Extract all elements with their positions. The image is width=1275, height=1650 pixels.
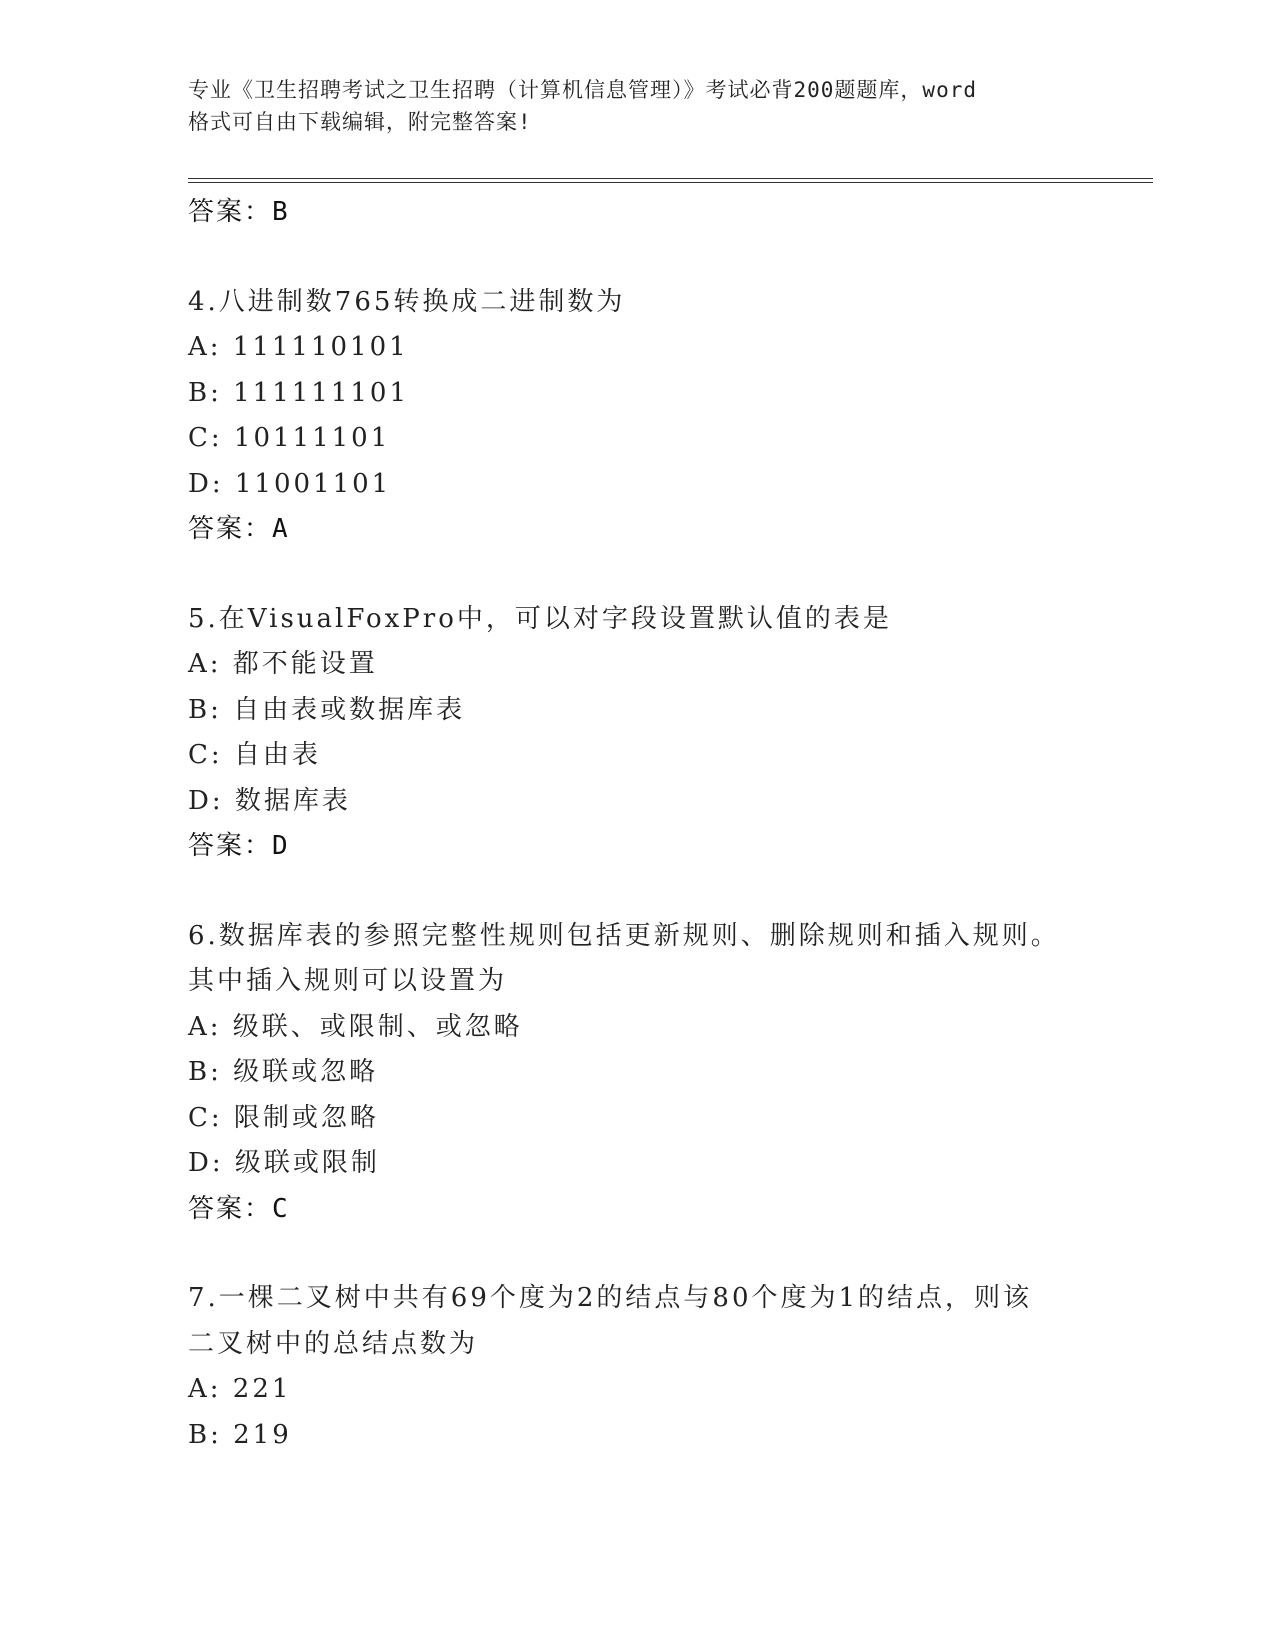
header-divider-bottom bbox=[188, 182, 1153, 183]
question-stem: 6.数据库表的参照完整性规则包括更新规则、删除规则和插入规则。 bbox=[188, 920, 1060, 951]
option-d: D: 数据库表 bbox=[188, 785, 351, 816]
answer-line: 答案：C bbox=[188, 1193, 290, 1224]
answer-line: 答案：A bbox=[188, 514, 290, 544]
spacer bbox=[188, 553, 1088, 597]
option-a: A: 级联、或限制、或忽略 bbox=[188, 1011, 523, 1042]
question-block bbox=[188, 914, 1088, 1233]
question-block bbox=[188, 597, 1088, 870]
option-a: A: 111110101 bbox=[188, 332, 409, 362]
question-stem: 4.八进制数765转换成二进制数为 bbox=[188, 286, 626, 317]
option-a: A: 都不能设置 bbox=[188, 649, 378, 679]
option-c: C: 自由表 bbox=[188, 740, 321, 770]
option-b: B: 111111101 bbox=[188, 377, 410, 408]
header-divider-top bbox=[188, 178, 1153, 179]
question-stem: 5.在VisualFoxPro中，可以对字段设置默认值的表是 bbox=[188, 603, 892, 634]
question-list bbox=[188, 190, 1088, 1458]
question-stem-continued: 其中插入规则可以设置为 bbox=[188, 966, 508, 996]
option-d: D: 11001101 bbox=[188, 468, 392, 499]
option-b: B: 自由表或数据库表 bbox=[188, 694, 466, 725]
option-c: C: 10111101 bbox=[188, 423, 391, 453]
spacer bbox=[188, 236, 1088, 280]
page-header bbox=[188, 74, 1088, 138]
question-block bbox=[188, 280, 1088, 553]
question-stem-continued: 二叉树中的总结点数为 bbox=[188, 1328, 479, 1359]
answer-line: 答案：B bbox=[188, 197, 290, 227]
option-d: D: 级联或限制 bbox=[188, 1148, 380, 1178]
header-line-1: 专业《卫生招聘考试之卫生招聘（计算机信息管理）》考试必背200题题库，word bbox=[188, 78, 977, 102]
option-b: B: 级联或忽略 bbox=[188, 1057, 379, 1087]
option-a: A: 221 bbox=[188, 1374, 292, 1404]
option-b: B: 219 bbox=[188, 1419, 292, 1450]
question-block bbox=[188, 1276, 1088, 1458]
answer-line: 答案：D bbox=[188, 831, 290, 861]
spacer bbox=[188, 870, 1088, 914]
question-stem: 7.一棵二叉树中共有69个度为2的结点与80个度为1的结点，则该 bbox=[188, 1283, 1033, 1313]
header-line-2: 格式可自由下载编辑，附完整答案! bbox=[188, 110, 532, 134]
option-c: C: 限制或忽略 bbox=[188, 1102, 379, 1133]
spacer bbox=[188, 1232, 1088, 1276]
